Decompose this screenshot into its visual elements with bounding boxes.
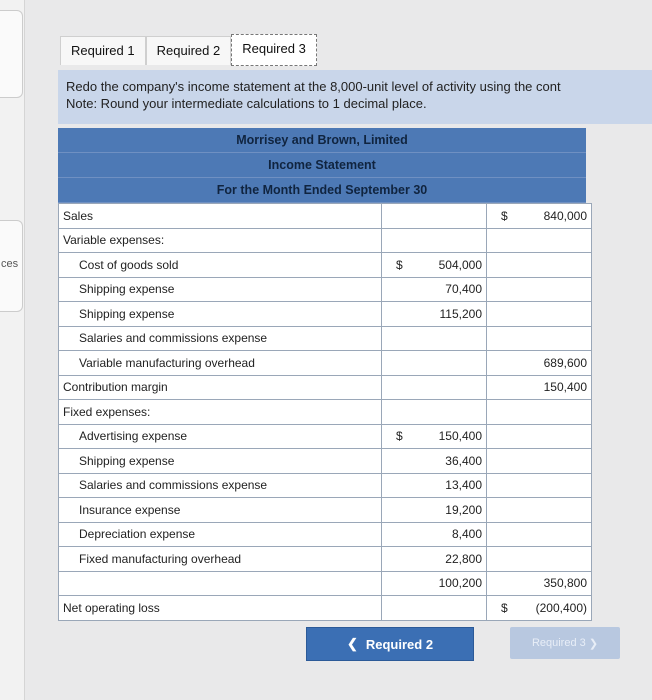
total-input[interactable] — [487, 424, 592, 449]
amount-input[interactable] — [382, 522, 487, 547]
amount-value: 19,200 — [445, 502, 482, 517]
total-input[interactable] — [487, 228, 592, 253]
statement-period: For the Month Ended September 30 — [58, 178, 586, 203]
amount-input[interactable] — [382, 449, 487, 474]
total-input[interactable] — [487, 302, 592, 327]
row-label-input[interactable]: Salaries and commissions expense — [59, 473, 382, 498]
total-input[interactable] — [487, 204, 592, 229]
total-value: 689,600 — [543, 355, 587, 370]
left-panel-strip — [0, 0, 25, 700]
prev-required-button[interactable] — [306, 627, 474, 661]
company-name: Morrisey and Brown, Limited — [58, 128, 586, 153]
currency-symbol: $ — [396, 257, 403, 272]
row-label-input[interactable]: Variable expenses: — [59, 228, 382, 253]
statement-row — [59, 204, 592, 229]
tab-required-2[interactable]: Required 2 — [146, 36, 232, 65]
total-input[interactable] — [487, 400, 592, 425]
row-label-input[interactable]: Fixed expenses: — [59, 400, 382, 425]
amount-input[interactable] — [382, 277, 487, 302]
amount-input[interactable] — [382, 547, 487, 572]
total-input[interactable] — [487, 547, 592, 572]
statement-row — [59, 571, 592, 596]
row-label-input[interactable]: Salaries and commissions expense — [59, 326, 382, 351]
statement-row — [59, 547, 592, 572]
total-input[interactable] — [487, 326, 592, 351]
next-required-label: Required 3 — [531, 637, 586, 649]
total-input[interactable] — [487, 375, 592, 400]
total-value: 350,800 — [543, 576, 587, 591]
statement-row — [59, 400, 592, 425]
amount-input[interactable] — [382, 228, 487, 253]
left-panel-label: ces — [1, 258, 19, 270]
statement-row — [59, 253, 592, 278]
amount-input[interactable] — [382, 375, 487, 400]
total-input[interactable] — [487, 473, 592, 498]
amount-input[interactable] — [382, 400, 487, 425]
amount-input[interactable] — [382, 498, 487, 523]
currency-symbol: $ — [501, 600, 508, 615]
statement-row — [59, 375, 592, 400]
total-value: (200,400) — [535, 600, 587, 615]
amount-value: 504,000 — [438, 257, 482, 272]
amount-input[interactable] — [382, 424, 487, 449]
prev-required-label: Required 2 — [365, 636, 434, 652]
row-label-input[interactable]: Variable manufacturing overhead — [59, 351, 382, 376]
row-label-input[interactable]: Contribution margin — [59, 375, 382, 400]
amount-value: 70,400 — [445, 282, 482, 297]
row-label-input[interactable]: Depreciation expense — [59, 522, 382, 547]
total-input[interactable] — [487, 449, 592, 474]
currency-symbol: $ — [396, 429, 403, 444]
amount-value: 36,400 — [445, 453, 482, 468]
amount-value: 150,400 — [438, 429, 482, 444]
requirement-tabs — [60, 32, 317, 68]
total-input[interactable] — [487, 253, 592, 278]
tab-required-1[interactable]: Required 1 — [60, 36, 146, 65]
total-input[interactable] — [487, 498, 592, 523]
statement-row — [59, 522, 592, 547]
amount-input[interactable] — [382, 302, 487, 327]
statement-row — [59, 596, 592, 621]
statement-header — [58, 128, 586, 203]
statement-row — [59, 326, 592, 351]
statement-row — [59, 351, 592, 376]
row-label-input[interactable]: Cost of goods sold — [59, 253, 382, 278]
statement-row — [59, 449, 592, 474]
amount-input[interactable] — [382, 351, 487, 376]
amount-value: 13,400 — [445, 478, 482, 493]
row-label-input[interactable] — [59, 571, 382, 596]
row-label-input[interactable]: Shipping expense — [59, 302, 382, 327]
amount-value: 22,800 — [445, 551, 482, 566]
total-input[interactable] — [487, 277, 592, 302]
amount-input[interactable] — [382, 204, 487, 229]
instructions-panel — [58, 70, 652, 124]
next-required-button[interactable] — [510, 627, 620, 659]
amount-value: 8,400 — [451, 527, 482, 542]
amount-input[interactable] — [382, 326, 487, 351]
total-input[interactable] — [487, 571, 592, 596]
total-value: 840,000 — [543, 208, 587, 223]
row-label-input[interactable]: Shipping expense — [59, 449, 382, 474]
tab-required-3[interactable]: Required 3 — [231, 34, 317, 66]
amount-input[interactable] — [382, 473, 487, 498]
statement-row — [59, 473, 592, 498]
statement-row — [59, 424, 592, 449]
currency-symbol: $ — [501, 208, 508, 223]
row-label-input[interactable]: Advertising expense — [59, 424, 382, 449]
row-label-input[interactable]: Insurance expense — [59, 498, 382, 523]
amount-input[interactable] — [382, 571, 487, 596]
statement-table — [58, 203, 592, 621]
income-statement — [58, 128, 586, 621]
total-input[interactable] — [487, 596, 592, 621]
statement-row — [59, 498, 592, 523]
amount-input[interactable] — [382, 253, 487, 278]
total-input[interactable] — [487, 522, 592, 547]
amount-value: 115,200 — [439, 306, 482, 321]
total-input[interactable] — [487, 351, 592, 376]
row-label-input[interactable]: Net operating loss — [59, 596, 382, 621]
row-label-input[interactable]: Sales — [59, 204, 382, 229]
statement-row — [59, 228, 592, 253]
total-value: 150,400 — [543, 380, 587, 395]
amount-input[interactable] — [382, 596, 487, 621]
instruction-note: Note: Round your intermediate calculations to 1 decimal place. — [66, 96, 427, 111]
statement-row — [59, 302, 592, 327]
left-panel-tab[interactable] — [0, 10, 23, 98]
statement-row — [59, 277, 592, 302]
row-label-input[interactable]: Shipping expense — [59, 277, 382, 302]
chevron-right-icon: ❯ — [585, 637, 599, 650]
amount-value: 100,200 — [438, 576, 482, 591]
statement-title: Income Statement — [58, 153, 586, 178]
row-label-input[interactable]: Fixed manufacturing overhead — [59, 547, 382, 572]
chevron-left-icon: ❮ — [346, 636, 358, 651]
instruction-text: Redo the company's income statement at the 8,000-unit level of activity using the cont — [66, 79, 561, 94]
